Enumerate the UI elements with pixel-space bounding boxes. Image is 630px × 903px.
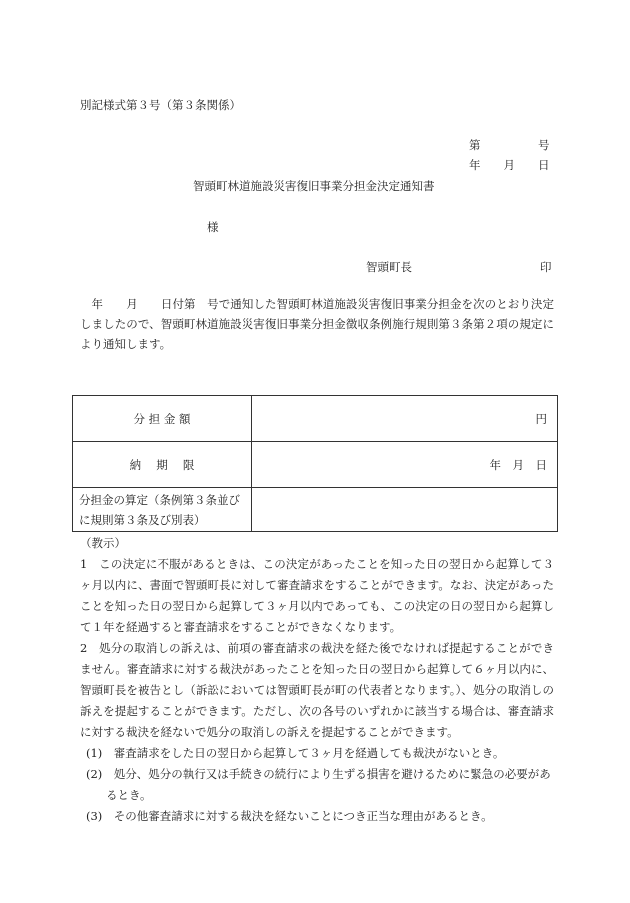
instruction-sub-item: (2) 処分、処分の執行又は手続きの続行により生ずる損害を避けるために緊急の必要があるとき。: [86, 767, 551, 802]
instructions-section: [80, 533, 554, 827]
calculation-basis-value: [252, 488, 558, 532]
charge-amount-value: 円: [252, 396, 558, 442]
due-date-label: 納 期 限: [73, 442, 252, 488]
document-date-line: 年 月 日: [469, 158, 550, 172]
instructions-heading: （教示）: [80, 536, 126, 550]
document-number-line: 第 号: [469, 138, 550, 152]
sender-name: 智頭町長: [366, 260, 412, 274]
table-row: [73, 396, 558, 442]
due-date-value: 年 月 日: [252, 442, 558, 488]
instruction-item: 2 処分の取消しの訴えは、前項の審査請求の裁決を経た後でなければ提起することができません。審査請求に対する裁決があったことを知った日の翌日から起算して６ヶ月以内に、智頭町長を被告とし（訴訟においては智頭町長が町の代表者となります。）、処分の取消しの訴えを提起することができます。ただし、次の各号のいずれかに該当する場合は、審査請求に対する裁決を経ないで処分の取消しの訴えを提起することができます。: [80, 641, 554, 739]
addressee-suffix: 様: [207, 220, 219, 234]
table-row: [73, 442, 558, 488]
seal-mark: 印: [540, 260, 552, 274]
notification-body: 年 月 日付第 号で通知した智頭町林道施設災害復旧事業分担金を次のとおり決定しましたので、智頭町林道施設災害復旧事業分担金徴収条例施行規則第３条第２項の規定により通知します。: [80, 297, 554, 351]
charge-amount-label: 分 担 金 額: [73, 396, 252, 442]
table-row: [73, 488, 558, 532]
form-label: 別記様式第３号（第３条関係）: [80, 98, 241, 112]
calculation-basis-label: 分担金の算定（条例第３条並びに規則第３条及び別表）: [73, 488, 252, 532]
document-title: 智頭町林道施設災害復旧事業分担金決定通知書: [193, 179, 435, 193]
instruction-sub-item: (3) その他審査請求に対する裁決を経ないことにつき正当な理由があるとき。: [86, 809, 493, 823]
charge-table: [72, 395, 558, 532]
instruction-item: 1 この決定に不服があるときは、この決定があったことを知った日の翌日から起算して３ヶ月以内に、書面で智頭町長に対して審査請求をすることができます。なお、決定があったことを知った日の翌日から起算して３ヶ月以内であっても、この決定の日の翌日から起算して１年を経過すると審査請求をすることができなくなります。: [80, 557, 554, 634]
instruction-sub-item: (1) 審査請求をした日の翌日から起算して３ヶ月を経過しても裁決がないとき。: [86, 746, 505, 760]
